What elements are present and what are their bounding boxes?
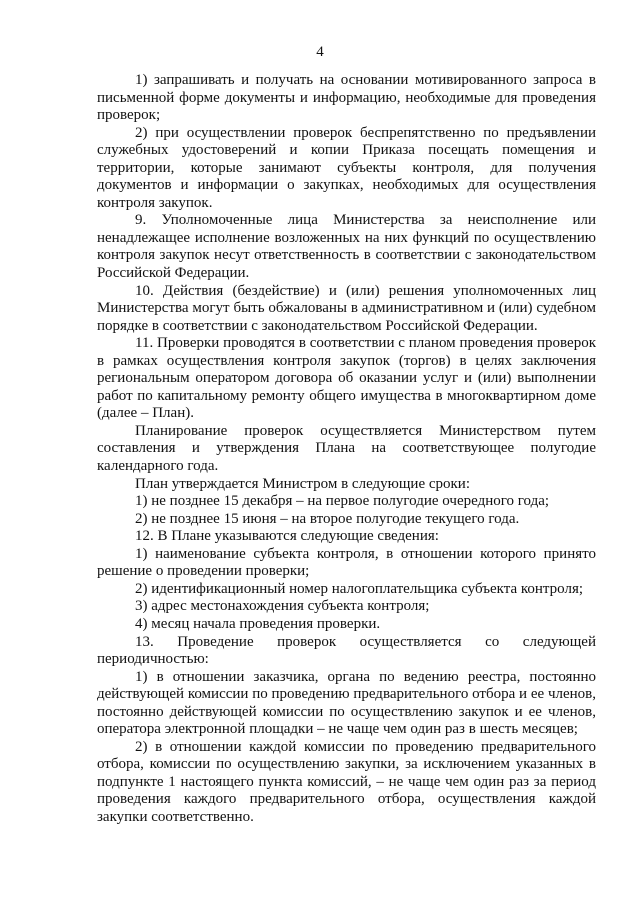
paragraph-11: 1) наименование субъекта контроля, в отношении которого принято решение о проведении проверки; xyxy=(97,545,596,580)
paragraph-5: 11. Проверки проводятся в соответствии с планом проведения проверок в рамках осуществления контроля закупок (торгов) в целях заключения региональным оператором договора об оказании услуг и (или) выполнении работ по капитальному ремонту общего имущества в многоквартирном доме (далее – План). xyxy=(97,335,596,422)
paragraph-16: 1) в отношении заказчика, органа по ведению реестра, постоянно действующей комиссии по проведению предварительного отбора и ее членов, постоянно действующей комиссии по осуществлению закупок и ее членов, оператора электронной площадки – не чаще чем один раз в шесть месяцев; xyxy=(97,668,596,738)
paragraph-15: 13. Проведение проверок осуществляется со следующей периодичностью: xyxy=(97,633,596,668)
page-number: 4 xyxy=(316,44,324,60)
paragraph-7: План утверждается Министром в следующие сроки: xyxy=(135,475,470,492)
document-body xyxy=(97,72,596,827)
paragraph-12: 2) идентификационный номер налогоплательщика субъекта контроля; xyxy=(135,580,584,597)
paragraph-4: 10. Действия (бездействие) и (или) решения уполномоченных лиц Министерства могут быть обжалованы в административном и (или) судебном порядке в соответствии с законодательством Российской Федерации. xyxy=(97,282,596,334)
paragraph-6: Планирование проверок осуществляется Министерством путем составления и утверждения Плана на соответствующее полугодие календарного года. xyxy=(97,422,596,475)
paragraph-2: 2) при осуществлении проверок беспрепятственно по предъявлении служебных удостоверений и копии Приказа посещать помещения и территории, которые занимают субъекты контроля, для получения документов и информации о закупках, необходимых для осуществления контроля закупок. xyxy=(97,124,596,211)
paragraph-3: 9. Уполномоченные лица Министерства за неисполнение или ненадлежащее исполнение возложенных на них функций по осуществлению контроля закупок несут ответственность в соответствии с законодательством Российской Федерации. xyxy=(97,212,596,282)
paragraph-8: 1) не позднее 15 декабря – на первое полугодие очередного года; xyxy=(135,493,550,510)
paragraph-17: 2) в отношении каждой комиссии по проведению предварительного отбора, комиссии по осуществлению закупки, за исключением указанных в подпункте 1 настоящего пункта комиссий, – не чаще чем один раз за период проведения каждого предварительного отбора, осуществления каждой закупки соответственно. xyxy=(97,738,596,825)
paragraph-9: 2) не позднее 15 июня – на второе полугодие текущего года. xyxy=(135,510,520,527)
paragraph-10: 12. В Плане указываются следующие сведения: xyxy=(135,528,439,545)
paragraph-13: 3) адрес местонахождения субъекта контроля; xyxy=(135,598,430,615)
paragraph-1: 1) запрашивать и получать на основании мотивированного запроса в письменной форме документы и информацию, необходимые для проведения проверок; xyxy=(97,72,596,124)
paragraph-14: 4) месяц начала проведения проверки. xyxy=(135,615,381,632)
